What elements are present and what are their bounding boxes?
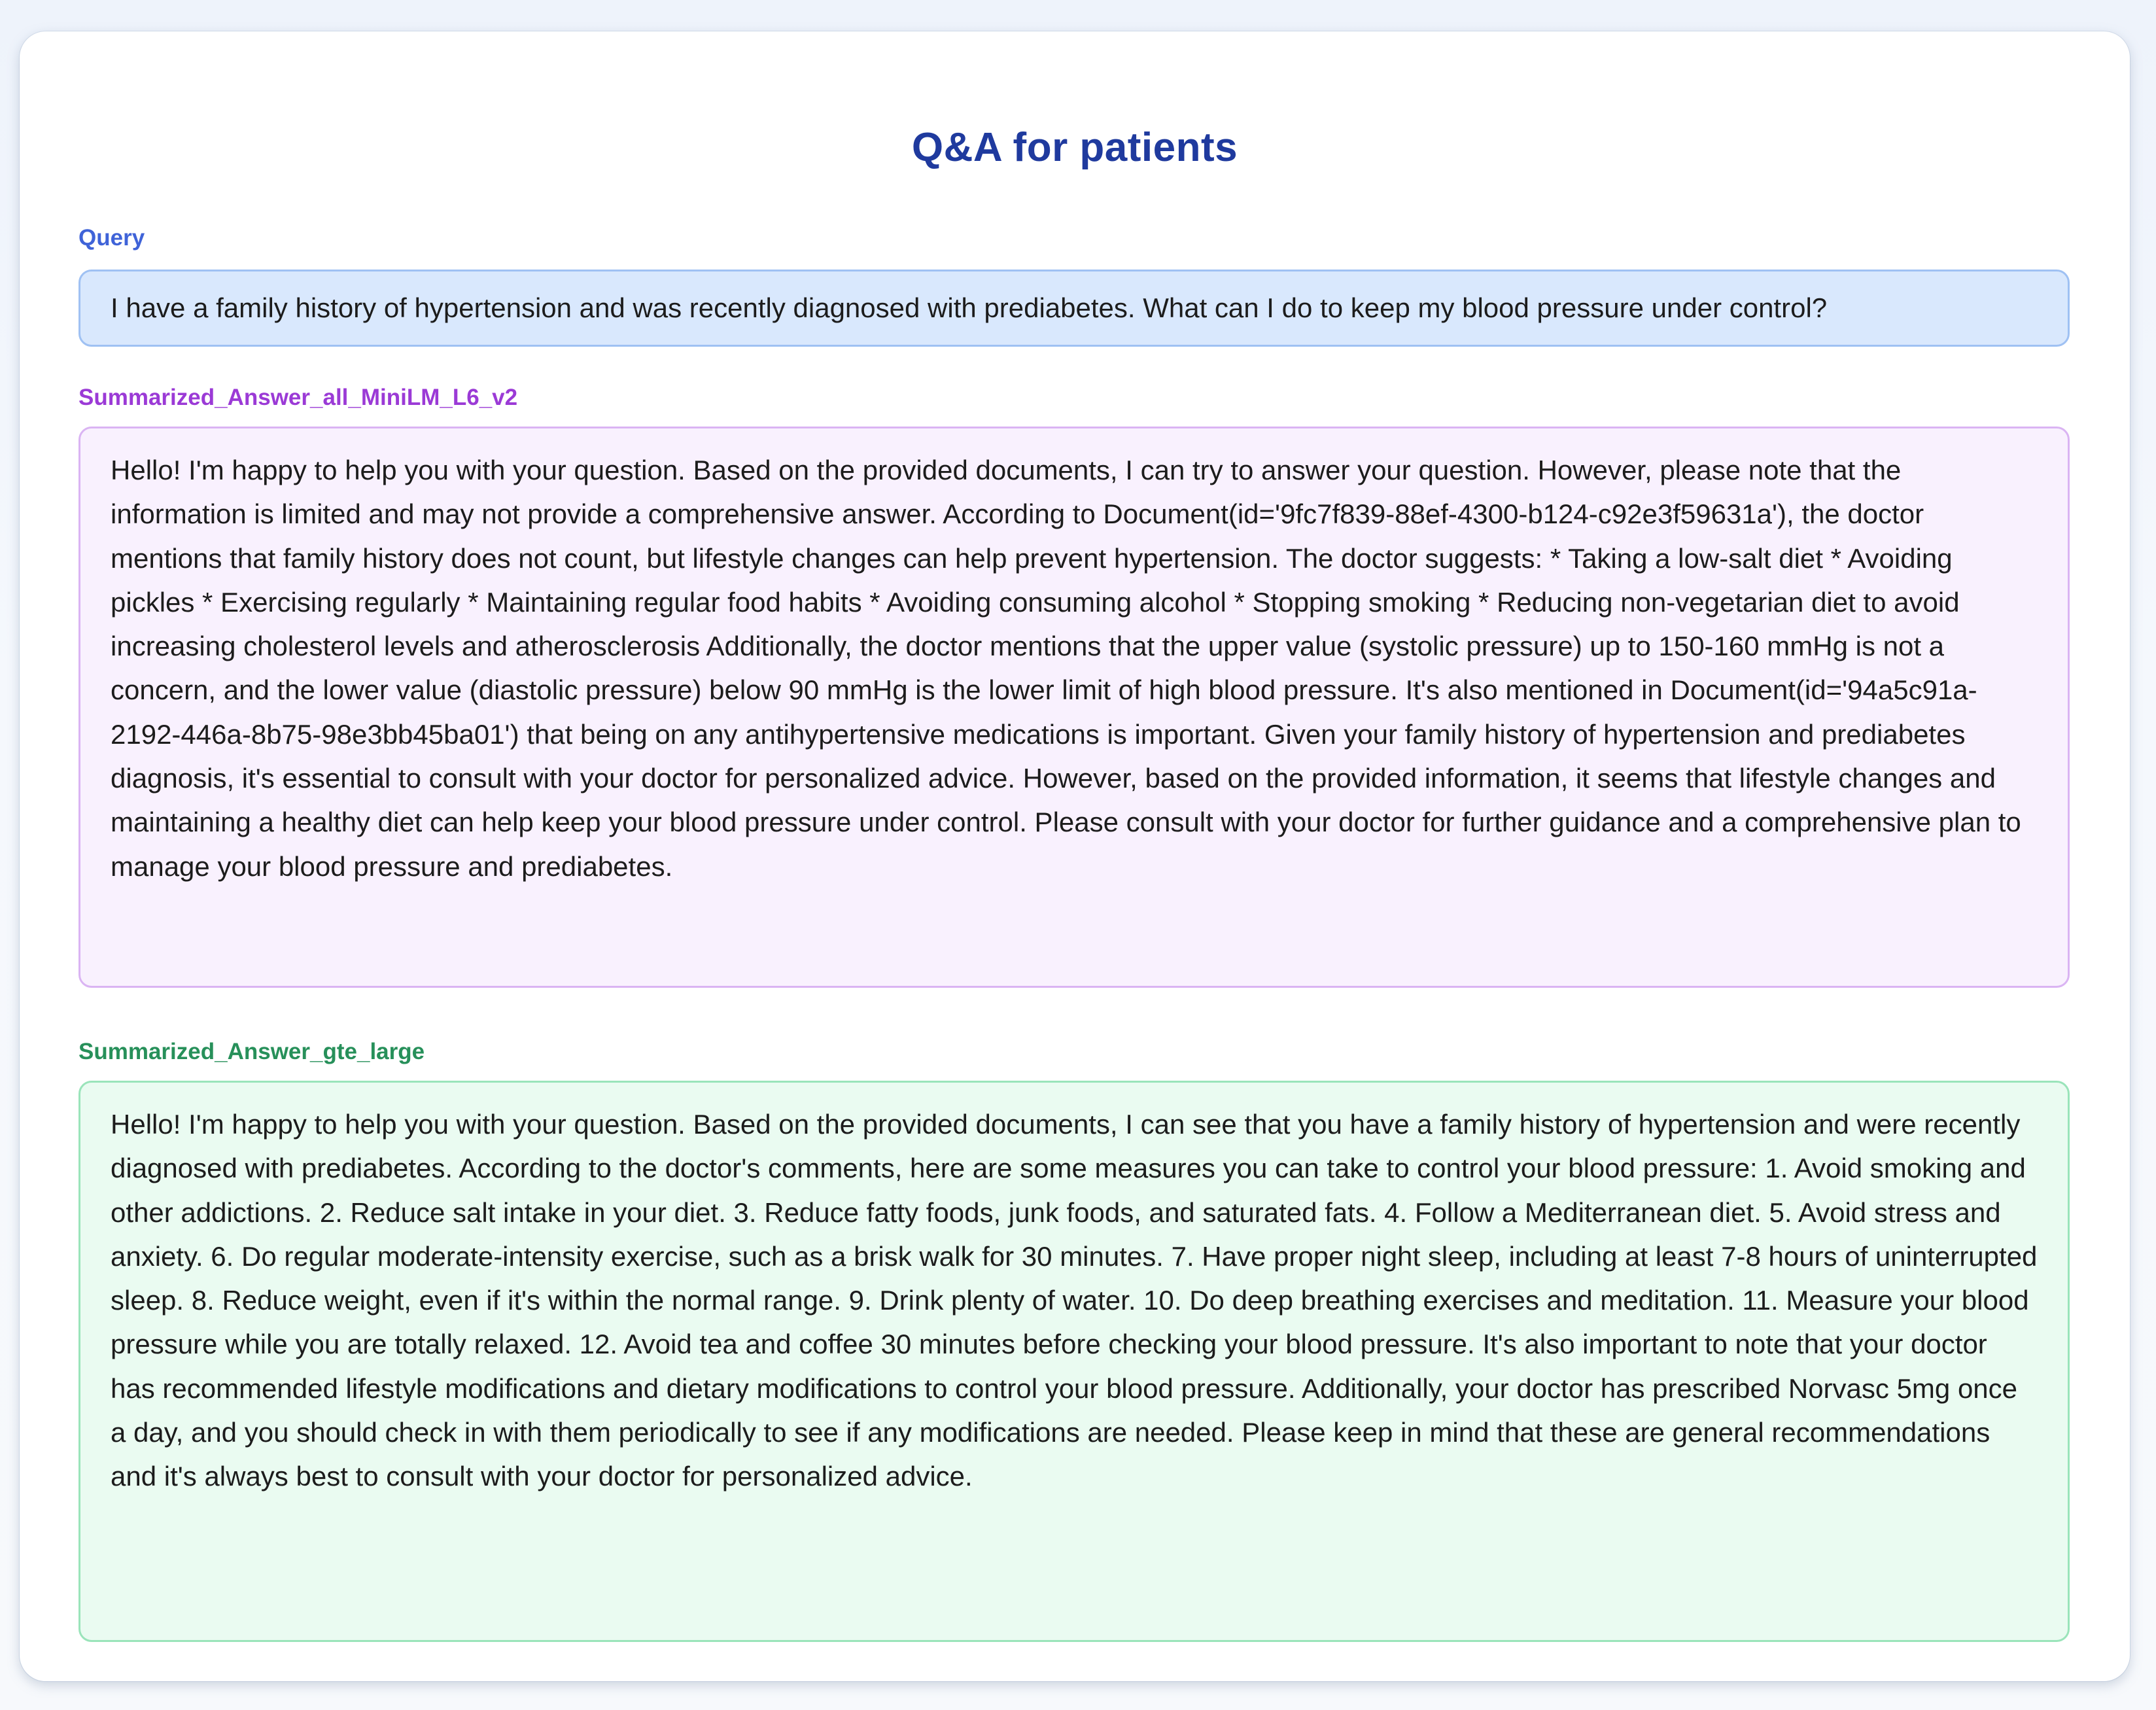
query-input[interactable]: I have a family history of hypertension and was recently diagnosed with prediabetes. What can I do to keep my blood pressure under control?: [78, 270, 2070, 347]
query-label: Query: [78, 225, 145, 251]
qa-card: [20, 31, 2130, 1681]
minilm-answer-label: Summarized_Answer_all_MiniLM_L6_v2: [78, 385, 518, 410]
gte-answer-textarea[interactable]: Hello! I'm happy to help you with your question. Based on the provided documents, I can see that you have a family history of hypertension and were recently diagnosed with prediabetes. According to the doctor's comments, here are some measures you can take to control your blood pressure: 1. Avoid smoking and other addictions. 2. Reduce salt intake in your diet. 3. Reduce fatty foods, junk foods, and saturated fats. 4. Follow a Mediterranean diet. 5. Avoid stress and anxiety. 6. Do regular moderate-intensity exercise, such as a brisk walk for 30 minutes. 7. Have proper night sleep, including at least 7-8 hours of uninterrupted sleep. 8. Reduce weight, even if it's within the normal range. 9. Drink plenty of water. 10. Do deep breathing exercises and meditation. 11. Measure your blood pressure while you are totally relaxed. 12. Avoid tea and coffee 30 minutes before checking your blood pressure. It's also important to note that your doctor has recommended lifestyle modifications and dietary modifications to control your blood pressure. Additionally, your doctor has prescribed Norvasc 5mg once a day, and you should check in with them periodically to see if any modifications are needed. Please keep in mind that these are general recommendations and it's always best to consult with your doctor for personalized advice.: [78, 1081, 2070, 1642]
gte-answer-label: Summarized_Answer_gte_large: [78, 1039, 425, 1064]
page-title: Q&A for patients: [911, 125, 1238, 170]
minilm-answer-textarea[interactable]: Hello! I'm happy to help you with your question. Based on the provided documents, I can try to answer your question. However, please note that the information is limited and may not provide a comprehensive answer. According to Document(id='9fc7f839-88ef-4300-b124-c92e3f59631a'), the doctor mentions that family history does not count, but lifestyle changes can help prevent hypertension. The doctor suggests: * Taking a low-salt diet * Avoiding pickles * Exercising regularly * Maintaining regular food habits * Avoiding consuming alcohol * Stopping smoking * Reducing non-vegetarian diet to avoid increasing cholesterol levels and atherosclerosis Additionally, the doctor mentions that the upper value (systolic pressure) up to 150-160 mmHg is not a concern, and the lower value (diastolic pressure) below 90 mmHg is the lower limit of high blood pressure. It's also mentioned in Document(id='94a5c91a-2192-446a-8b75-98e3bb45ba01') that being on any antihypertensive medications is important. Given your family history of hypertension and prediabetes diagnosis, it's essential to consult with your doctor for personalized advice. However, based on the provided information, it seems that lifestyle changes and maintaining a healthy diet can help keep your blood pressure under control. Please consult with your doctor for further guidance and a comprehensive plan to manage your blood pressure and prediabetes.: [78, 427, 2070, 988]
